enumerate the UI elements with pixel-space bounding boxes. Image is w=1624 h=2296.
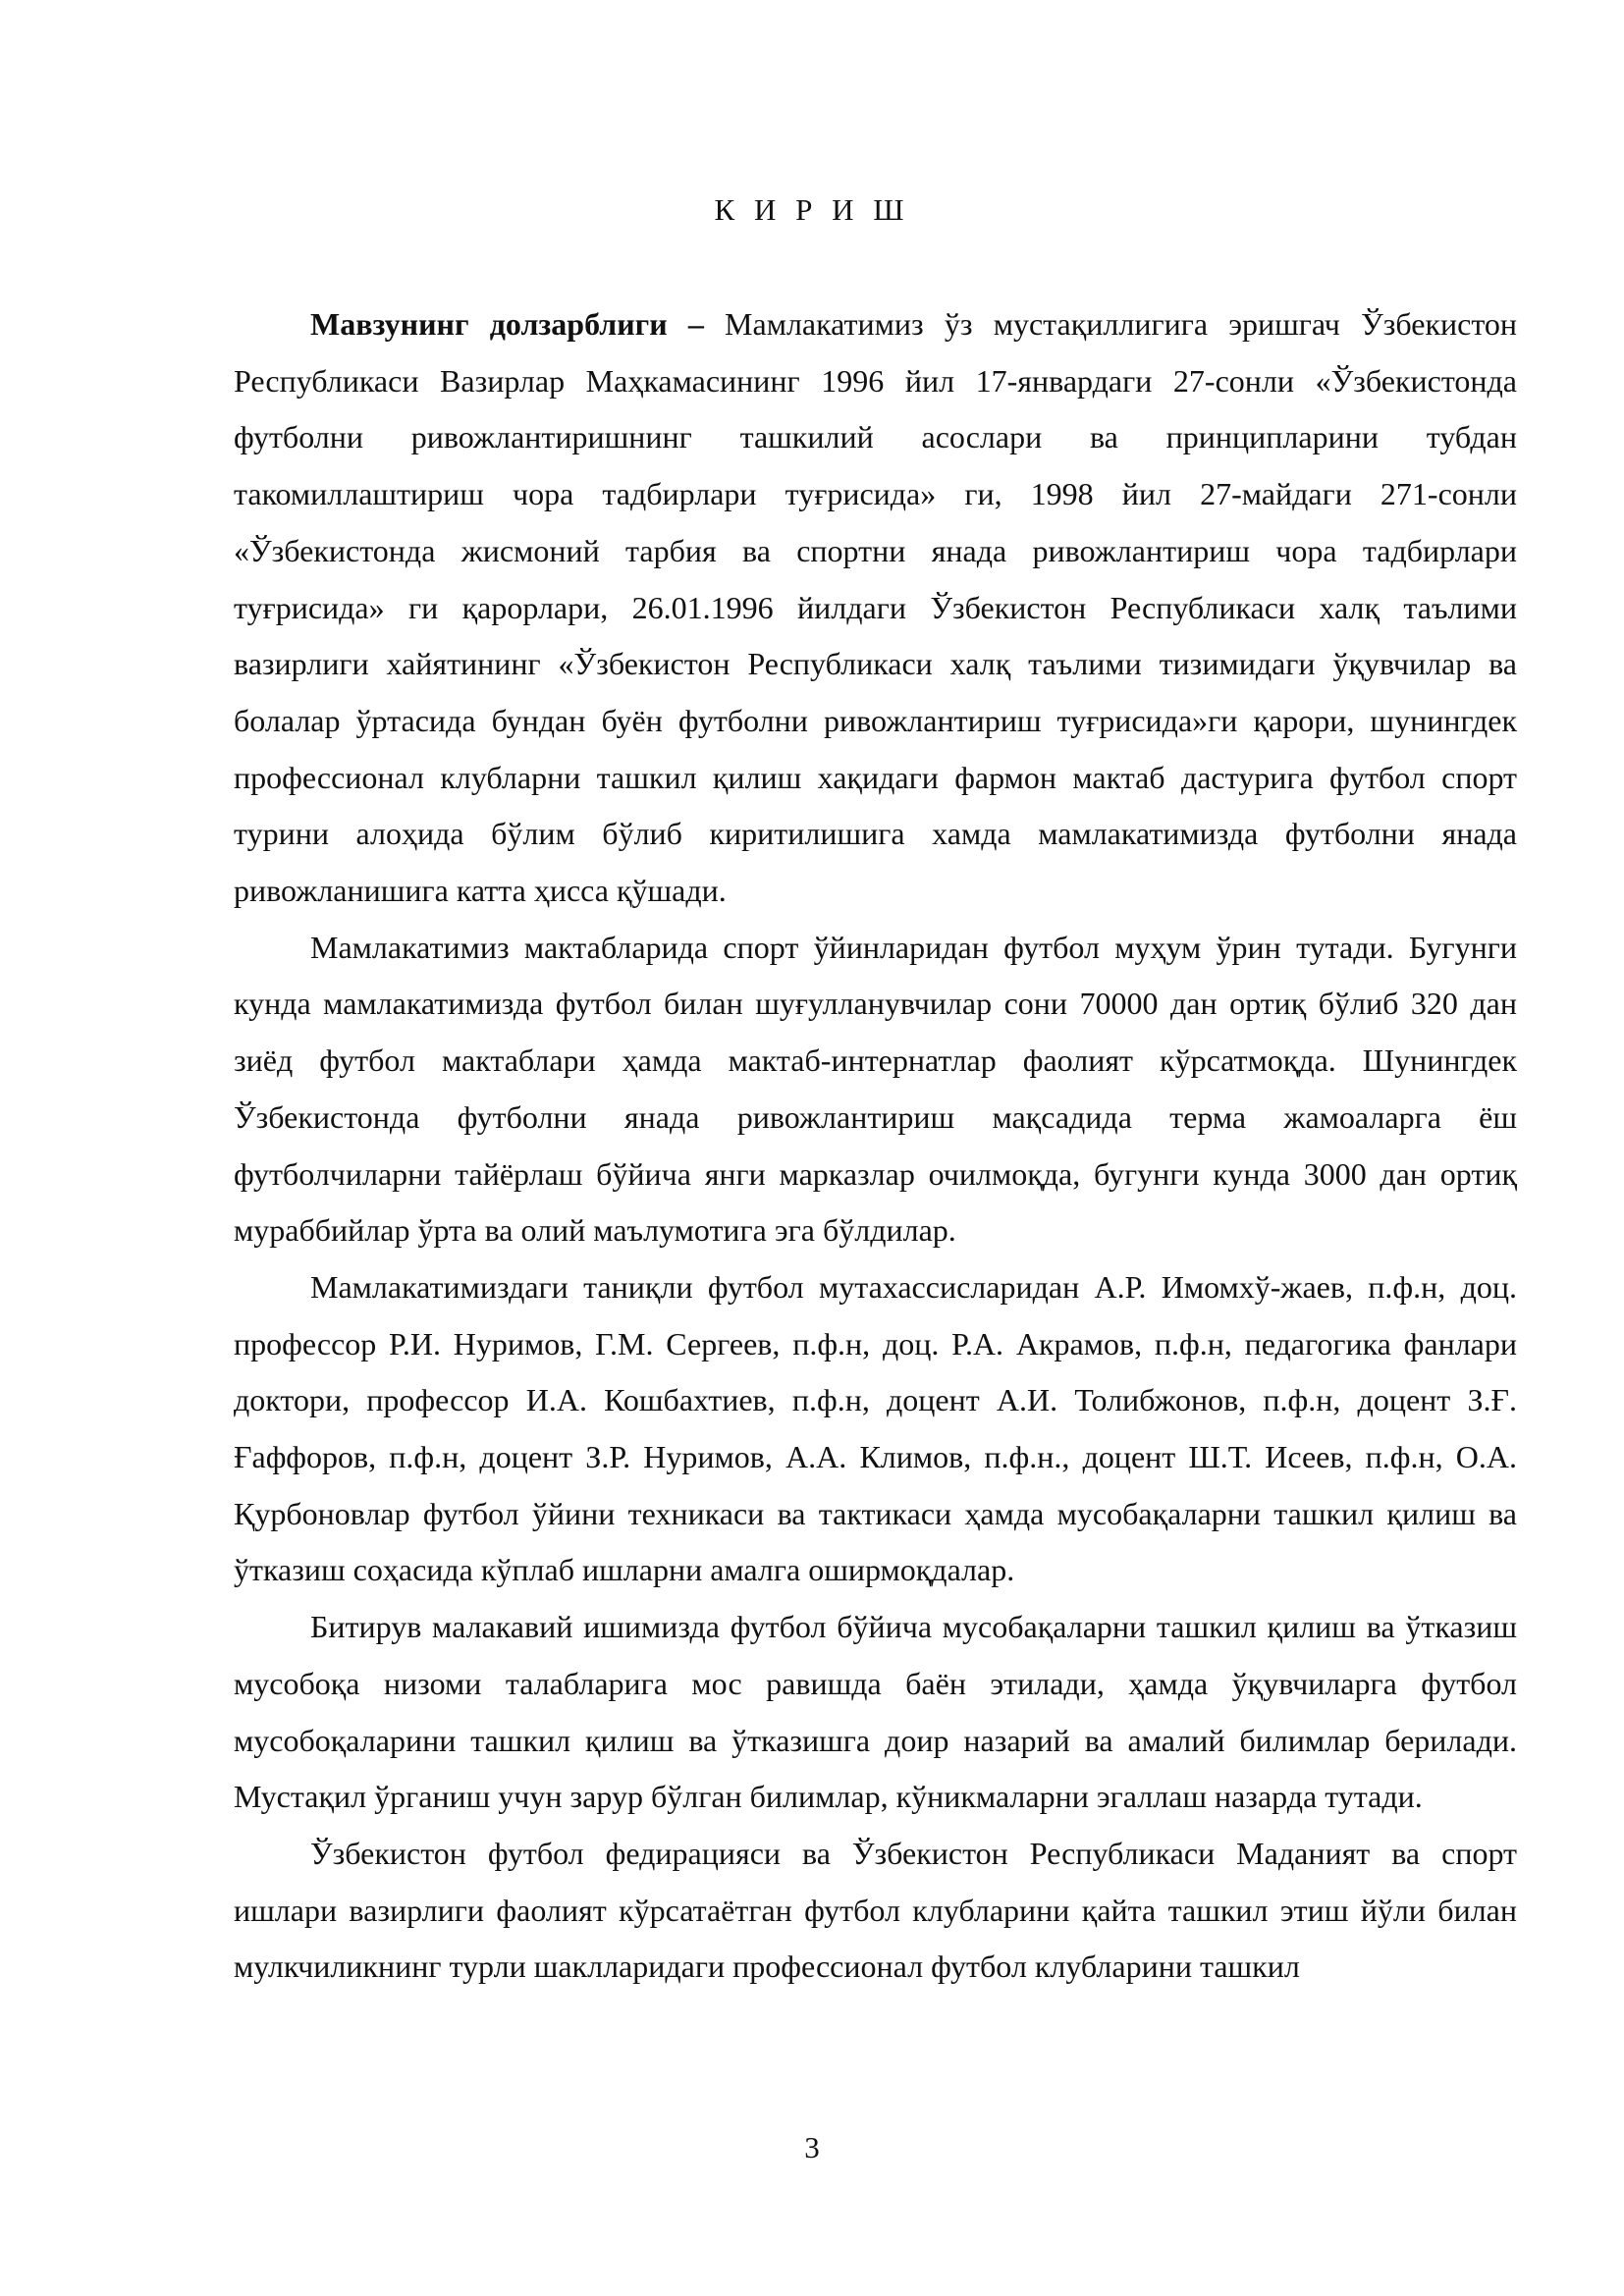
paragraph-lead: Мавзунинг долзарблиги –	[310, 306, 704, 342]
paragraph	[234, 296, 1517, 920]
paragraph-text: Мамлакатимиз ўз мустақиллигига эришгач Ўзбекистон Республикаси Вазирлар Маҳкамасининг 1996 йил 17-январдаги 27-сонли «Ўзбекистонда футболни ривожлантиришнинг ташкилий асослари ва принципларини тубдан такомиллаштириш чора тадбирлари туғрисида» ги, 1998 йил 27-майдаги 271-сонли «Ўзбекистонда жисмоний тарбия ва спортни янада ривожлантириш чора тадбирлари туғрисида» ги қарорлари, 26.01.1996 йилдаги Ўзбекистон Республикаси халқ таълими вазирлиги хайятининг «Ўзбекистон Республикаси халқ таълими тизимидаги ўқувчилар ва болалар ўртасида бундан буён футболни ривожлантириш туғрисида»ги қарори, шунингдек профессионал клубларни ташкил қилиш хақидаги фармон мактаб дастурига футбол спорт турини алоҳида бўлим бўлиб киритилишига хамда мамлакатимизда футболни янада ривожланишига катта ҳисса қўшади.	[234, 306, 1518, 909]
paragraph	[234, 1599, 1517, 1826]
paragraph	[234, 1826, 1517, 1996]
paragraph-text: Мамлакатимиз мактабларида спорт ўйинларидан футбол муҳум ўрин тутади. Бугунги кунда мамлакатимизда футбол билан шуғулланувчилар сони 70000 дан ортиқ бўлиб 320 дан зиёд футбол мактаблари ҳамда мактаб-интернатлар фаолият кўрсатмоқда. Шунингдек Ўзбекистонда футболни янада ривожлантириш мақсадида терма жамоаларга ёш футболчиларни тайёрлаш бўйича янги марказлар очилмоқда, бугунги кунда 3000 дан ортиқ мураббийлар ўрта ва олий маълумотига эга бўлдилар.	[234, 929, 1517, 1249]
paragraph-text: Ўзбекистон футбол федирацияси ва Ўзбекистон Республикаси Маданият ва спорт ишлари вазирлиги фаолият кўрсатаётган футбол клубларини қайта ташкил этиш йўли билан мулкчиликнинг турли шаклларидаги профессионал футбол клубларини ташкил	[234, 1835, 1517, 1985]
section-heading: К И Р И Ш	[714, 192, 910, 227]
paragraph	[234, 1259, 1517, 1599]
paragraph	[234, 920, 1517, 1259]
page-number: 3	[804, 2130, 820, 2164]
body-text	[234, 296, 1517, 1996]
paragraph-text: Битирув малакавий ишимизда футбол бўйича мусобақаларни ташкил қилиш ва ўтказиш мусобоқа низоми талабларига мос равишда баён этилади, ҳамда ўқувчиларга футбол мусобоқаларини ташкил қилиш ва ўтказишга доир назарий ва амалий билимлар берилади. Мустақил ўрганиш учун зарур бўлган билимлар, кўникмаларни эгаллаш назарда тутади.	[234, 1609, 1517, 1815]
paragraph-text: Мамлакатимиздаги таниқли футбол мутахассисларидан А.Р. Имомхў-жаев, п.ф.н, доц. профессор Р.И. Нуримов, Г.М. Сергеев, п.ф.н, доц. Р.А. Акрамов, п.ф.н, педагогика фанлари доктори, профессор И.А. Кошбахтиев, п.ф.н, доцент А.И. Толибжонов, п.ф.н, доцент З.Ғ. Ғаффоров, п.ф.н, доцент З.Р. Нуримов, А.А. Климов, п.ф.н., доцент Ш.Т. Исеев, п.ф.н, О.А. Қурбоновлар футбол ўйини техникаси ва тактикаси ҳамда мусобақаларни ташкил қилиш ва ўтказиш соҳасида кўплаб ишларни амалга оширмоқдалар.	[234, 1268, 1517, 1588]
